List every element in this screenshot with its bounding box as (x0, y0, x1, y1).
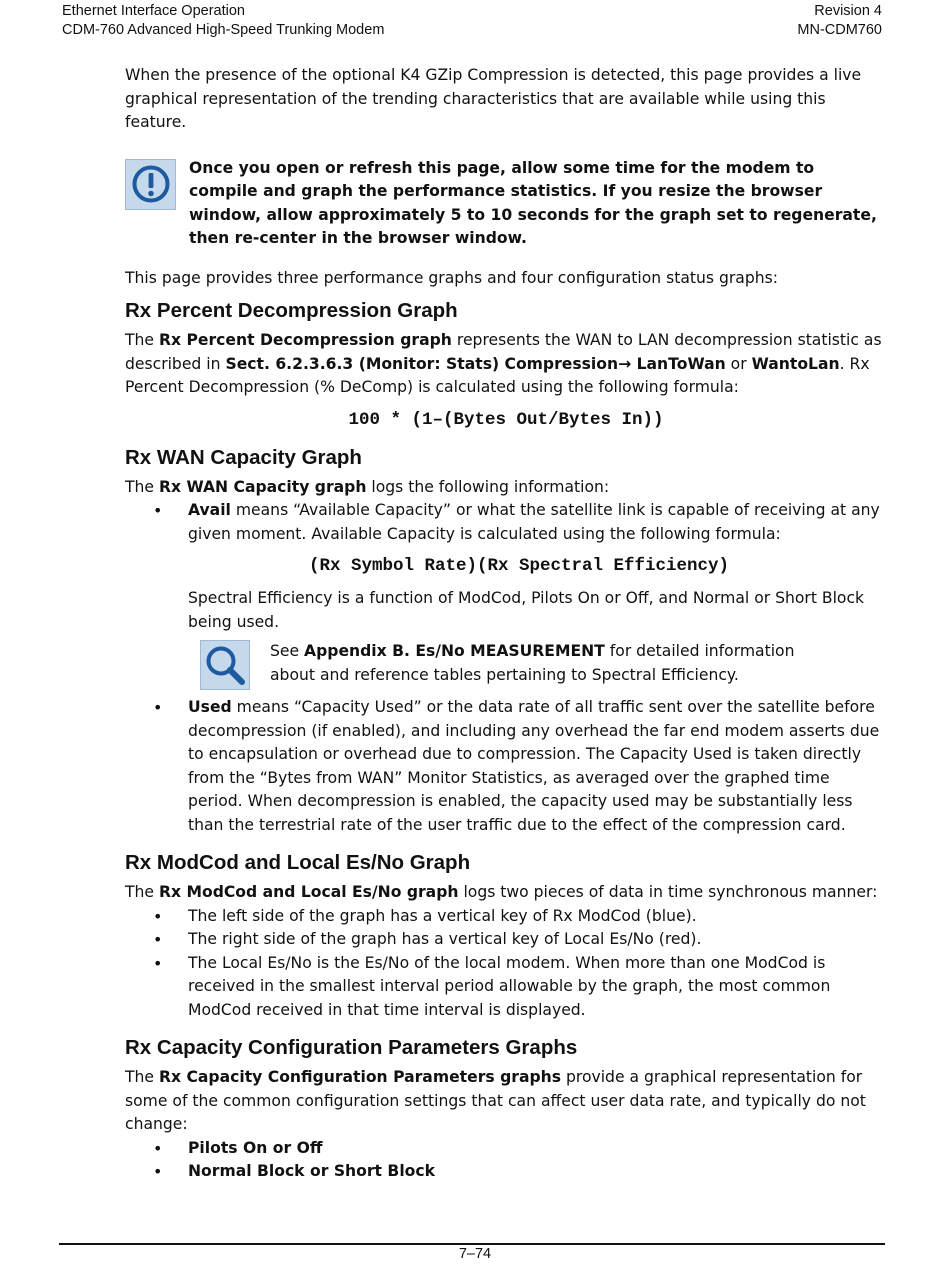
notice-block (125, 157, 887, 251)
spectral-paragraph: Spectral Efficiency is a function of ModCod, Pilots On or Off, and Normal or Short Block being used. (188, 589, 865, 631)
page-number: 7–74 (458, 1246, 492, 1262)
wan-capacity-paragraph (125, 476, 887, 500)
text-fragment: or (725, 354, 752, 373)
list-item (125, 1160, 887, 1184)
text-fragment: The (125, 883, 159, 901)
bullet-icon: • (153, 906, 163, 926)
list-item (125, 928, 887, 952)
decompression-paragraph (125, 329, 887, 400)
text-fragment: logs two pieces of data in time synchronous manner: (458, 883, 878, 901)
bullet-icon: • (153, 1162, 163, 1181)
menu-option: LanToWan (631, 354, 726, 373)
text-fragment: The (125, 1068, 159, 1086)
capacity-formula: (Rx Symbol Rate)(Rx Spectral Efficiency) (308, 556, 730, 576)
list-item-text: The right side of the graph has a vertical key of Local Es/No (red). (188, 930, 702, 948)
text-fragment: provide a graphical representation for some of the common configuration settings that can affect user data rate, and typically do not change: (125, 1068, 866, 1133)
magnifier-icon (200, 640, 250, 690)
list-item (125, 499, 887, 690)
graph-name: Rx WAN Capacity graph (158, 477, 367, 496)
bullet-icon: • (153, 953, 163, 973)
list-item (125, 696, 887, 837)
text-fragment: represents the WAN to LAN decompression statistic as described in (125, 331, 882, 373)
reference-note (200, 640, 887, 690)
list-item (125, 952, 887, 1023)
list-item (125, 905, 887, 929)
graph-name: Rx Percent Decompression graph (158, 331, 452, 349)
header-chapter: Ethernet Interface Operation (62, 3, 245, 19)
wan-capacity-list (125, 499, 887, 837)
reference-text (270, 640, 840, 687)
text-fragment: means “Available Capacity” or what the satellite link is capable of receiving at any given moment. Available Capacity is calculated using the following formula: (188, 501, 880, 543)
list-item-text: Normal Block or Short Block (188, 1162, 435, 1180)
section-heading-decompression: Rx Percent Decompression Graph (125, 299, 458, 322)
section-heading-wan-capacity: Rx WAN Capacity Graph (125, 445, 362, 469)
list-item (125, 1137, 887, 1161)
modcod-list (125, 905, 887, 1023)
page-body (125, 64, 887, 1184)
header-doc-number: MN-CDM760 (797, 22, 882, 38)
bullet-icon: • (153, 501, 163, 520)
appendix-reference: Appendix B. Es/No MEASUREMENT (304, 642, 605, 660)
term: Avail (188, 501, 231, 519)
term: Used (188, 698, 232, 716)
list-item-text: Pilots On or Off (188, 1138, 323, 1157)
page-header (62, 2, 882, 40)
text-fragment: means “Capacity Used” or the data rate of all traffic sent over the satellite before decompression (if enabled), and including any overhead the far end modem asserts due to encapsulation or overhead due to compression. The Capacity Used is taken directly from the “Bytes from WAN” Monitor Statistics, as averaged over the graphed time period. When decompression is enabled, the capacity used may be substantially less than the terrestrial rate of the user traffic due to the effect of the compression card. (188, 698, 880, 834)
bullet-icon: • (153, 1138, 163, 1158)
notice-text: Once you open or refresh this page, allow some time for the modem to compile and graph the performance statistics. If you resize the browser window, allow approximately 5 to 10 seconds for the graph set to regenerate, then re-center in the browser window. (189, 158, 877, 247)
text-fragment: See (270, 642, 305, 660)
header-revision: Revision 4 (814, 3, 882, 19)
bullet-icon: • (153, 698, 163, 717)
section-reference: Sect. 6.2.3.6.3 (Monitor: Stats) Compression (225, 354, 619, 373)
graph-name: Rx Capacity Configuration Parameters graphs (158, 1068, 562, 1086)
bullet-icon: • (153, 930, 163, 949)
graph-name: Rx ModCod and Local Es/No graph (158, 883, 459, 901)
list-item-text: The left side of the graph has a vertical key of Rx ModCod (blue). (188, 906, 697, 925)
summary-paragraph: This page provides three performance graphs and four configuration status graphs: (125, 268, 778, 287)
decompression-formula: 100 * (1–(Bytes Out/Bytes In)) (348, 409, 664, 430)
section-heading-modcod: Rx ModCod and Local Es/No Graph (125, 851, 471, 874)
header-product: CDM-760 Advanced High-Speed Trunking Modem (62, 22, 385, 38)
list-item-text: The Local Es/No is the Es/No of the local modem. When more than one ModCod is received in the smallest interval period allowable by the graph, the most common ModCod received in that time interval is displayed. (188, 953, 831, 1019)
text-fragment: logs the following information: (366, 477, 610, 496)
config-params-list (125, 1137, 887, 1184)
text-fragment: . Rx Percent Decompression (% DeComp) is calculated using the following formula: (125, 354, 870, 396)
intro-paragraph: When the presence of the optional K4 GZip Compression is detected, this page provides a live graphical representation of the trending characteristics that are available while using this feature. (125, 66, 862, 131)
arrow-icon: → (618, 354, 632, 373)
exclamation-icon (125, 159, 176, 210)
menu-option: WantoLan (751, 354, 840, 373)
text-fragment: for detailed information about and reference tables pertaining to Spectral Efficiency. (270, 642, 795, 684)
text-fragment: The (125, 477, 159, 496)
section-heading-config-params: Rx Capacity Configuration Parameters Graphs (125, 1036, 578, 1059)
footer-divider (59, 1243, 885, 1245)
config-params-paragraph (125, 1066, 887, 1137)
text-fragment: The (125, 331, 159, 349)
modcod-paragraph (125, 881, 887, 905)
